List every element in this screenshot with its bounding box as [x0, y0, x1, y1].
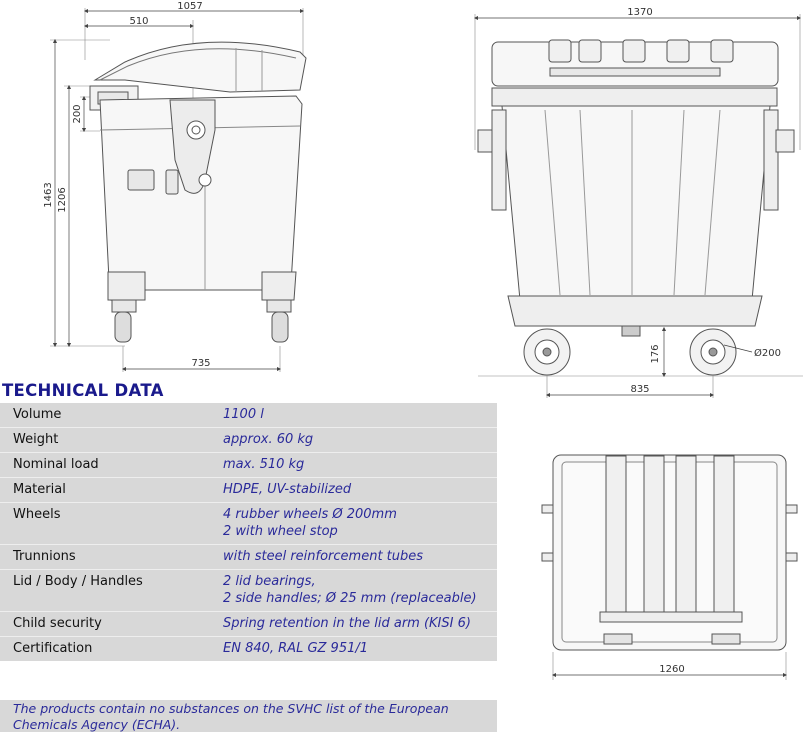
table-row	[0, 403, 497, 427]
technical-data-title: TECHNICAL DATA	[2, 381, 164, 400]
lid-line-2: 2 side handles; Ø 25 mm (replaceable)	[223, 591, 477, 606]
table-row	[0, 503, 497, 544]
row-label-child-security: Child security	[13, 616, 102, 631]
table-row	[0, 545, 497, 569]
table-row	[0, 478, 497, 502]
top-view-drawing	[542, 455, 797, 680]
row-value-material: HDPE, UV-stabilized	[223, 482, 352, 497]
side-dim-wheelbase: 735	[191, 358, 211, 369]
side-view-drawing	[50, 8, 306, 372]
row-label-weight: Weight	[13, 432, 59, 447]
row-value-wheels	[223, 503, 497, 544]
lid-line-1: 2 lid bearings,	[223, 574, 316, 589]
front-dim-track: 835	[630, 384, 650, 395]
side-dim-handle: 200	[72, 104, 83, 124]
svhc-note: The products contain no substances on the SVHC list of the European Chemicals Agency (ECHA).	[0, 700, 497, 732]
row-value-certification: EN 840, RAL GZ 951/1	[223, 641, 369, 656]
side-dim-height-body: 1206	[57, 187, 68, 213]
technical-data-table	[0, 403, 497, 661]
table-row	[0, 637, 497, 661]
row-value-lid-body-handles	[223, 570, 497, 611]
table-row	[0, 612, 497, 636]
row-value-nominal-load: max. 510 kg	[223, 457, 305, 472]
table-row	[0, 453, 497, 477]
wheels-line-1: 4 rubber wheels Ø 200mm	[223, 507, 397, 522]
front-dim-width: 1370	[627, 7, 653, 18]
side-dim-width: 1057	[177, 1, 203, 12]
wheels-line-2: 2 with wheel stop	[223, 524, 338, 539]
row-label-trunnions: Trunnions	[13, 549, 76, 564]
row-value-trunnions: with steel reinforcement tubes	[223, 549, 424, 564]
row-label-wheels: Wheels	[13, 507, 61, 522]
row-label-nominal-load: Nominal load	[13, 457, 99, 472]
table-row	[0, 428, 497, 452]
row-value-weight: approx. 60 kg	[223, 432, 314, 447]
side-dim-height-total: 1463	[43, 182, 54, 208]
front-view-drawing	[475, 14, 803, 398]
front-dim-wheel-height: 176	[650, 344, 661, 364]
front-dim-wheel-diameter: Ø200	[754, 348, 781, 359]
row-label-volume: Volume	[13, 407, 62, 422]
side-dim-depth-top: 510	[129, 16, 149, 27]
row-label-material: Material	[13, 482, 66, 497]
row-value-child-security: Spring retention in the lid arm (KISI 6)	[223, 616, 471, 631]
top-dim-width: 1260	[659, 664, 685, 675]
row-label-certification: Certification	[13, 641, 93, 656]
row-label-lid-body-handles: Lid / Body / Handles	[13, 574, 143, 589]
table-row	[0, 570, 497, 611]
row-value-volume: 1100 l	[223, 407, 264, 422]
